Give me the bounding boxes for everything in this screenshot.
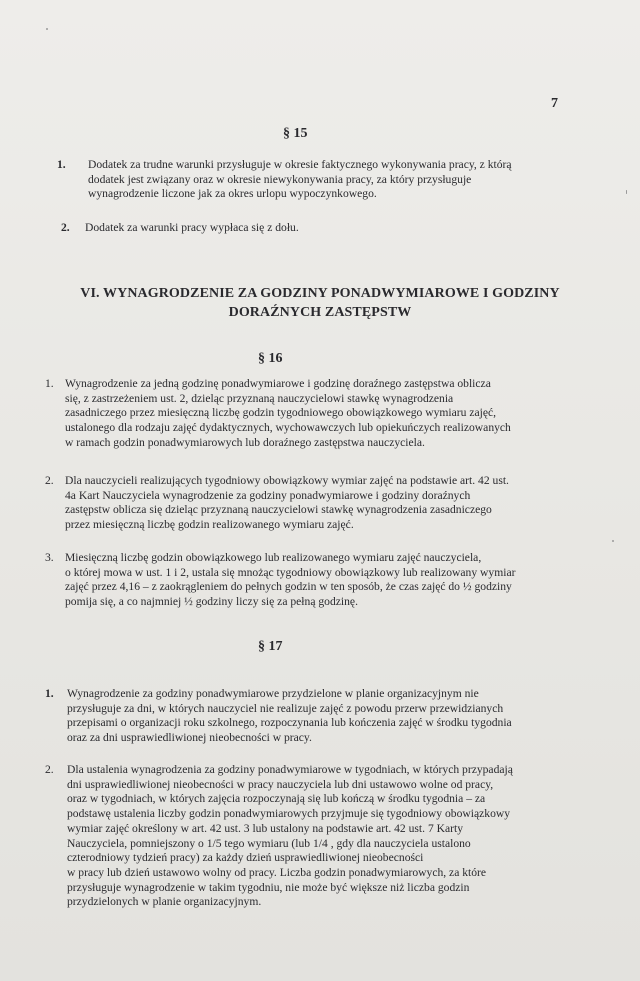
item-number: 2. <box>45 474 54 487</box>
text-line: zasadniczego przez miesięczną liczbę godzin tygodniowego obowiązkowego wymiaru zajęć, <box>65 406 497 420</box>
text-line: dodatek jest związany oraz w okresie niewykonywania pracy, za który przysługuje <box>88 172 472 186</box>
item-number: 1. <box>45 687 54 700</box>
chapter-title <box>0 284 640 322</box>
text-line: dni usprawiedliwionej nieobecności w pracy nauczyciela lub dni ustawowo wolne od pracy, <box>67 777 494 791</box>
scan-speck <box>626 190 627 194</box>
text-line: Dla nauczycieli realizujących tygodniowy obowiązkowy wymiar zajęć na podstawie art. 42 ust. <box>65 474 509 487</box>
item-number: 1. <box>45 377 54 390</box>
text-line: wynagrodzenie liczone jak za okres urlopu wypoczynkowego. <box>88 187 377 201</box>
text-line: w pracy lub dzień ustawowo wolny od pracy. Liczba godzin ponadwymiarowych, za które <box>67 865 487 879</box>
text-line: oraz za dni usprawiedliwionej nieobecności w pracy. <box>67 731 312 745</box>
item-number: 3. <box>45 551 54 564</box>
text-line: zajęć przez 4,16 – z zaokrągleniem do pełnych godzin w ten sposób, że czas zajęć do ½ godziny <box>65 580 512 594</box>
item-text <box>85 221 555 236</box>
item-text <box>88 158 618 202</box>
text-line: Dla ustalenia wynagrodzenia za godziny ponadwymiarowe w tygodniach, w których przypadają <box>67 763 513 776</box>
item-text <box>65 377 630 451</box>
scan-speck <box>612 540 614 542</box>
text-line: podstawę ustalenia liczby godzin ponadwymiarowych przyjmuje się tygodniowy obowiązkowy <box>67 807 511 821</box>
item-number: 2. <box>61 221 70 234</box>
text-line: zastępstw oblicza się dzieląc przyznaną nauczycielowi stawkę wynagrodzenia zasadniczego <box>65 503 492 517</box>
section-16-heading: § 16 <box>258 351 283 366</box>
chapter-title-line-1: VI. WYNAGRODZENIE ZA GODZINY PONADWYMIAROWE I GODZINY <box>80 286 560 301</box>
section-17-heading: § 17 <box>258 639 283 654</box>
text-line: Miesięczną liczbę godzin obowiązkowego lub realizowanego wymiaru zajęć nauczyciela, <box>65 551 482 564</box>
text-line: w ramach godzin ponadwymiarowych lub doraźnego zastępstwa nauczyciela. <box>65 435 425 449</box>
item-text <box>65 474 630 533</box>
text-line: wymiar zajęć określony w art. 42 ust. 3 lub ustalony na podstawie art. 42 ust. 7 Karty <box>67 821 464 835</box>
item-number: 2. <box>45 763 54 776</box>
text-line: Nauczyciela, pomniejszony o 1/5 tego wymiaru (lub 1/4 , gdy dla nauczyciela ustalono <box>67 836 471 850</box>
text-line: oraz w tygodniach, w których zajęcia rozpoczynają się lub kończą w środku tygodnia – za <box>67 792 486 806</box>
text-line: przez miesięczną liczbę godzin realizowanego wymiaru zajęć. <box>65 518 354 532</box>
item-text <box>67 763 635 910</box>
section-15-heading: § 15 <box>283 126 308 141</box>
item-number: 1. <box>57 158 66 171</box>
scan-speck <box>46 28 48 30</box>
text-line: przepisami o organizacji roku szkolnego, rozpoczynania lub kończenia zajęć w środku tygodnia <box>67 716 512 730</box>
text-line: Dodatek za warunki pracy wypłaca się z dołu. <box>85 221 299 234</box>
text-line: przysługuje za dni, w których nauczyciel nie realizuje zajęć z powodu przerw przewidzianych <box>67 701 504 715</box>
text-line: przysługuje wynagrodzenie w takim tygodniu, nie może być większe niż liczba godzin <box>67 880 470 894</box>
text-line: się, z zastrzeżeniem ust. 2, dzieląc przyznaną nauczycielowi stawkę wynagrodzenia <box>65 391 454 405</box>
text-line: Wynagrodzenie za jedną godzinę ponadwymiarowe i godzinę doraźnego zastępstwa oblicza <box>65 377 491 390</box>
text-line: 4a Kart Nauczyciela wynagrodzenie za godziny ponadwymiarowe i godziny doraźnych <box>65 488 471 502</box>
text-line: czterodniowy tydzień pracy) za każdy dzień usprawiedliwionej nieobecności <box>67 851 424 865</box>
item-text <box>67 687 630 746</box>
chapter-title-line-2: DORAŹNYCH ZASTĘPSTW <box>228 305 412 320</box>
text-line: przydzielonych w planie organizacyjnym. <box>67 895 262 909</box>
item-text <box>65 551 635 610</box>
text-line: Dodatek za trudne warunki przysługuje w okresie faktycznego wykonywania pracy, z którą <box>88 158 512 171</box>
text-line: Wynagrodzenie za godziny ponadwymiarowe przydzielone w planie organizacyjnym nie <box>67 687 479 700</box>
text-line: o której mowa w ust. 1 i 2, ustala się mnożąc tygodniowy obowiązkowy lub realizowany wymiar <box>65 565 516 579</box>
text-line: ustalonego dla rodzaju zajęć dydaktycznych, wychowawczych lub opiekuńczych realizowanych <box>65 421 511 435</box>
text-line: pomija się, a co najmniej ½ godziny liczy się za pełną godzinę. <box>65 595 358 609</box>
page-number: 7 <box>551 96 558 111</box>
